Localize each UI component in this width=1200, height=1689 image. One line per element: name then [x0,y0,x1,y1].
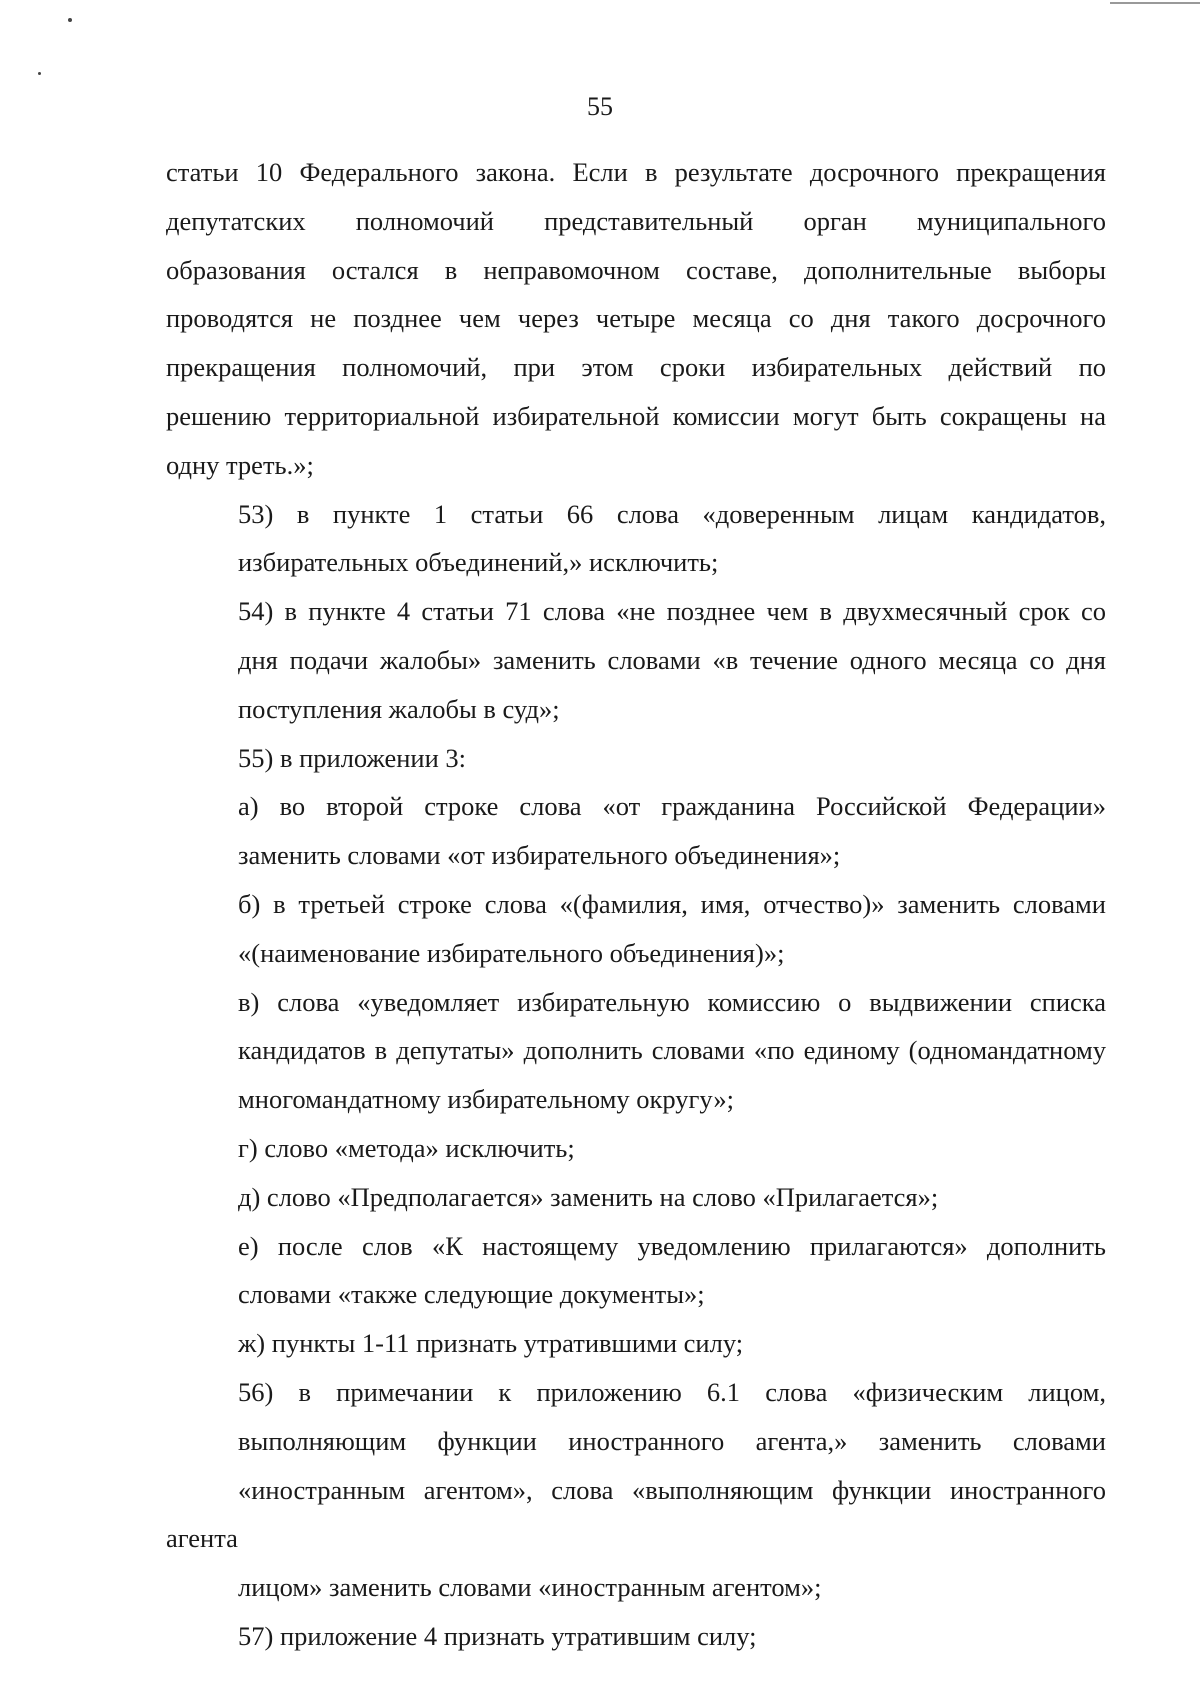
text-line: образования остался в неправомочном составе, дополнительные выборы [166,254,1106,285]
scan-speck [68,18,72,22]
paragraph [166,148,1106,490]
text-line: одну треть.»; [166,449,314,480]
paragraph [166,490,1106,588]
text-line: 57) приложение 4 признать утратившим силу; [238,1620,757,1651]
text-line: проводятся не позднее чем через четыре месяца со дня такого досрочного [166,303,1106,334]
paragraph [166,587,1106,733]
text-line: 54) в пункте 4 статьи 71 слова «не позднее чем в двухмесячный срок со [238,596,1106,627]
text-line: статьи 10 Федерального закона. Если в результате досрочного прекращения [166,157,1106,187]
paragraph [166,1612,1106,1661]
text-line: г) слово «метода» исключить; [238,1132,575,1163]
text-line: а) во второй строке слова «от гражданина Российской Федерации» [238,791,1106,822]
document-body [166,148,1106,1661]
text-line: 53) в пункте 1 статьи 66 слова «доверенным лицам кандидатов, [238,498,1106,529]
text-line: «иностранным агентом», слова «выполняющим функции иностранного агента [166,1474,1106,1554]
text-line: ж) пункты 1-11 признать утратившими силу; [238,1328,744,1359]
paragraph [166,880,1106,978]
scan-edge-line [1110,2,1200,4]
text-line: е) после слов «К настоящему уведомлению прилагаются» дополнить [238,1230,1106,1261]
text-line: многомандатному избирательному округу»; [238,1084,734,1115]
text-line: дня подачи жалобы» заменить словами «в течение одного месяца со дня [238,644,1106,675]
text-line: 55) в приложении 3: [238,742,467,773]
text-line: заменить словами «от избирательного объединения»; [238,840,841,871]
scan-speck [38,72,41,75]
text-line: 56) в примечании к приложению 6.1 слова «физическим лицом, [238,1376,1106,1407]
page-number: 55 [587,92,613,121]
text-line: б) в третьей строке слова «(фамилия, имя, отчество)» заменить словами [238,888,1106,919]
text-line: д) слово «Предполагается» заменить на слово «Прилагается»; [238,1181,939,1212]
paragraph [166,1173,1106,1222]
text-line: словами «также следующие документы»; [238,1279,705,1310]
text-line: избирательных объединений,» исключить; [238,547,719,578]
text-line: кандидатов в депутаты» дополнить словами «по единому (одномандатному [238,1035,1106,1066]
paragraph [166,782,1106,880]
text-line: прекращения полномочий, при этом сроки избирательных действий по [166,352,1106,383]
paragraph [166,978,1106,1124]
text-line: лицом» заменить словами «иностранным агентом»; [238,1572,822,1603]
text-line: в) слова «уведомляет избирательную комиссию о выдвижении списка [238,986,1106,1017]
text-line: выполняющим функции иностранного агента,» заменить словами [238,1425,1106,1456]
paragraph [166,1222,1106,1320]
paragraph [166,734,1106,783]
text-line: решению территориальной избирательной комиссии могут быть сокращены на [166,400,1106,431]
paragraph [166,1124,1106,1173]
text-line: «(наименование избирательного объединения)»; [238,937,785,968]
text-line: поступления жалобы в суд»; [238,693,560,724]
paragraph [166,1368,1106,1612]
paragraph [166,1319,1106,1368]
text-line: депутатских полномочий представительный орган муниципального [166,205,1106,236]
